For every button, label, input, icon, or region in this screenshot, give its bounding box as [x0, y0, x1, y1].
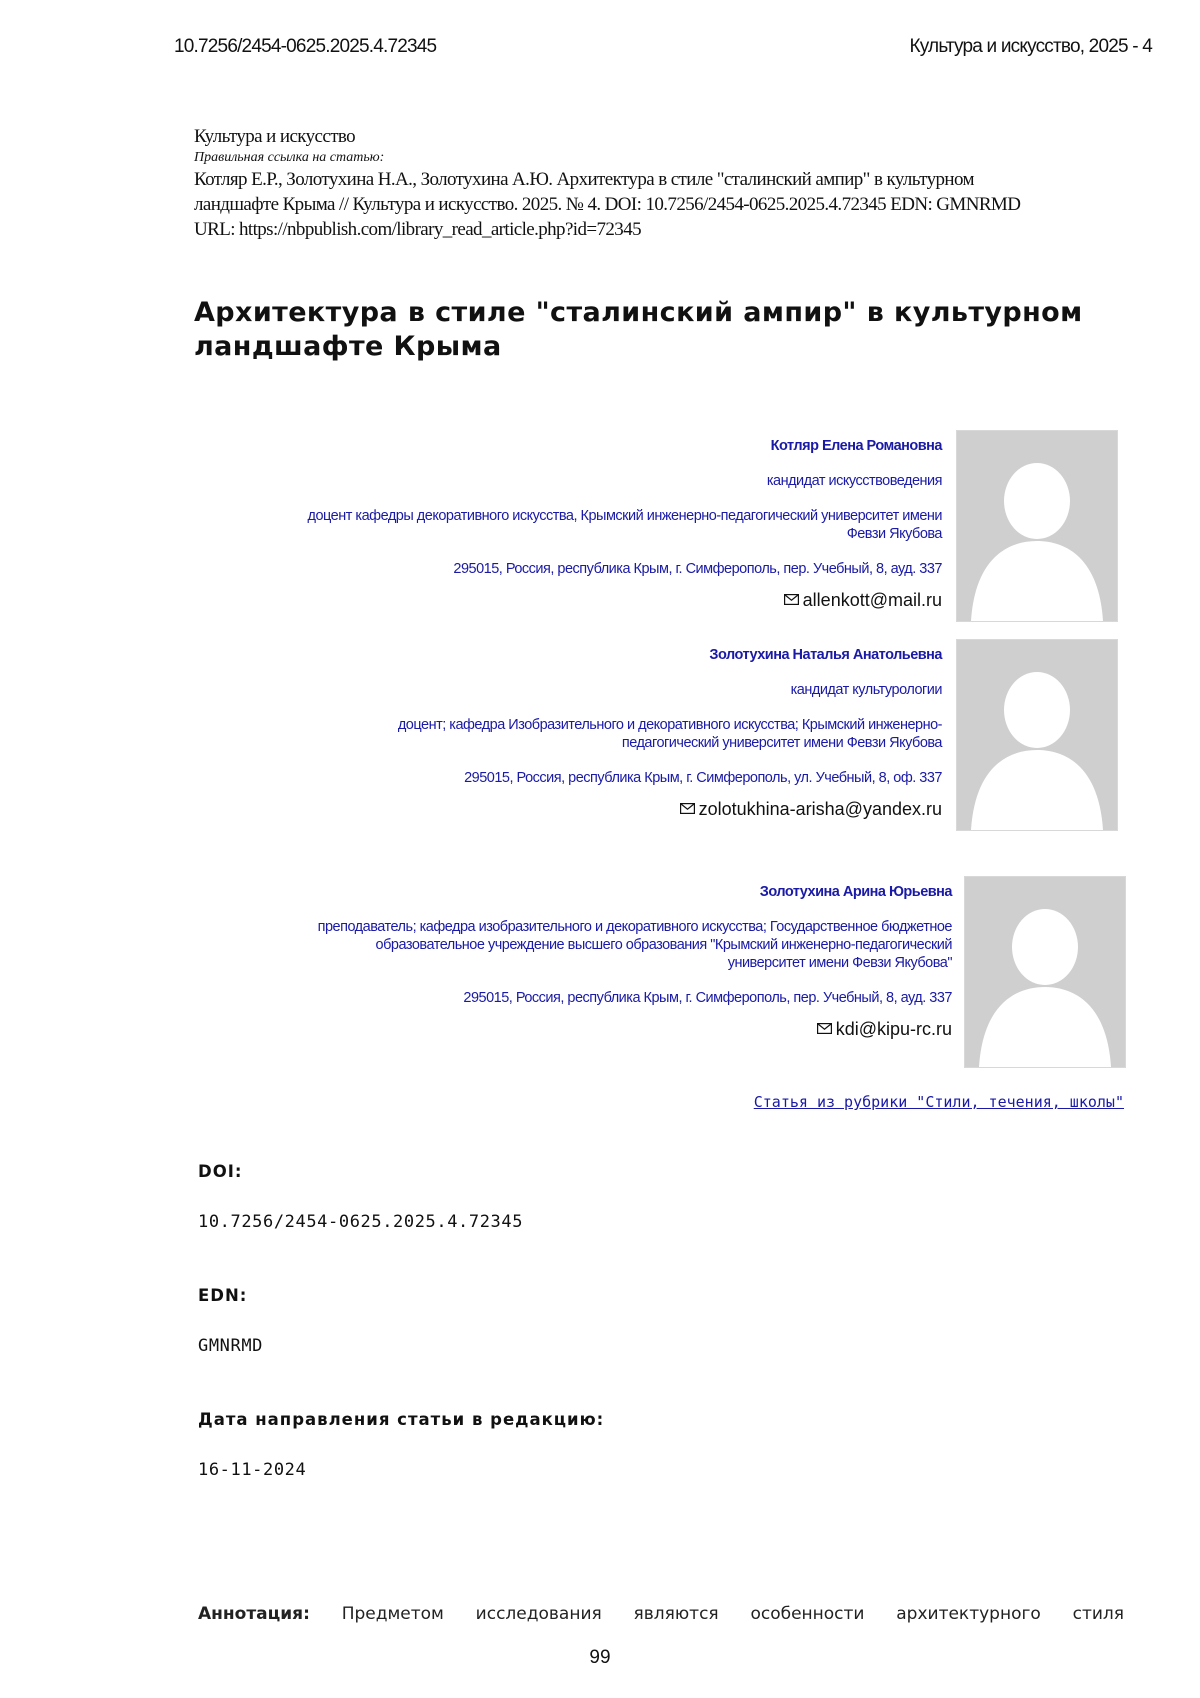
author-3-position-line-3: университет имени Февзи Якубова": [727, 955, 952, 971]
author-3-position-line-2: образовательное учреждение высшего образования "Крымский инженерно-педагогический: [375, 937, 952, 953]
user-silhouette-icon: [965, 877, 1125, 1067]
author-3-email[interactable]: kdi@kipu-rc.ru: [835, 1019, 952, 1039]
header-doi: 10.7256/2454-0625.2025.4.72345: [174, 36, 437, 57]
edn-value: GMNRMD: [198, 1336, 264, 1356]
citation-line-2: ландшафте Крыма // Культура и искусство. 2025. № 4. DOI: 10.7256/2454-0625.2025.4.72345 EDN: GMNRMD: [194, 194, 1021, 215]
author-3-info: [172, 883, 952, 1038]
author-1-position-line-1: доцент кафедры декоративного искусства, Крымский инженерно-педагогический университет имени: [307, 508, 942, 524]
author-2-degree: кандидат культурологии: [790, 682, 942, 698]
date-value: 16-11-2024: [198, 1460, 307, 1480]
annotation: [198, 1604, 1124, 1626]
author-2-email[interactable]: zolotukhina-arisha@yandex.ru: [698, 799, 942, 819]
author-2-position-line-2: педагогический университет имени Февзи Якубова: [621, 735, 942, 751]
user-silhouette-icon: [957, 640, 1117, 830]
header-journal-issue: Культура и искусство, 2025 - 4: [909, 36, 1152, 57]
title-line-2: ландшафте Крыма: [194, 331, 502, 362]
envelope-icon: [784, 594, 799, 605]
author-1-degree: кандидат искусствоведения: [766, 473, 942, 489]
citation-url: URL: https://nbpublish.com/library_read_article.php?id=72345: [194, 219, 641, 240]
citation-line-1: Котляр Е.Р., Золотухина Н.А., Золотухина А.Ю. Архитектура в стиле "сталинский ампир" в культурном: [194, 169, 974, 190]
author-3-avatar: [964, 876, 1126, 1068]
author-1-info: [182, 437, 942, 609]
citation-journal: Культура и искусство: [194, 126, 356, 147]
rubric-link[interactable]: Статья из рубрики "Стили, течения, школы": [753, 1093, 1124, 1111]
citation-label: Правильная ссылка на статью:: [194, 150, 385, 165]
envelope-icon: [680, 803, 695, 814]
author-3-email-row[interactable]: [172, 1020, 952, 1038]
author-2-name: Золотухина Наталья Анатольевна: [709, 647, 942, 663]
author-2-email-row[interactable]: [182, 800, 942, 818]
article-title: [194, 296, 1094, 364]
author-2-info: [182, 646, 942, 818]
user-silhouette-icon: [957, 431, 1117, 621]
page-number: 99: [589, 1647, 611, 1668]
author-2-position-line-1: доцент; кафедра Изобразительного и декоративного искусства; Крымский инженерно-: [397, 717, 942, 733]
author-1-position-line-2: Февзи Якубова: [846, 526, 942, 542]
citation-block: [194, 124, 1124, 242]
author-2-avatar: [956, 639, 1118, 831]
author-1-name: Котляр Елена Романовна: [770, 438, 942, 454]
author-3-position-line-1: преподаватель; кафедра изобразительного и декоративного искусства; Государственное бюджетное: [317, 919, 952, 935]
edn-label: EDN:: [198, 1286, 248, 1305]
doi-value: 10.7256/2454-0625.2025.4.72345: [198, 1212, 524, 1232]
author-1-avatar: [956, 430, 1118, 622]
title-line-1: Архитектура в стиле "сталинский ампир" в культурном: [194, 297, 1083, 328]
author-1-email[interactable]: allenkott@mail.ru: [802, 590, 942, 610]
author-1-email-row[interactable]: [182, 591, 942, 609]
envelope-icon: [817, 1023, 832, 1034]
annotation-text: Предметом исследования являются особенности архитектурного стиля: [341, 1604, 1124, 1624]
author-2-address: 295015, Россия, республика Крым, г. Симферополь, ул. Учебный, 8, оф. 337: [464, 770, 942, 786]
date-label: Дата направления статьи в редакцию:: [198, 1410, 605, 1429]
author-1-address: 295015, Россия, республика Крым, г. Симферополь, пер. Учебный, 8, ауд. 337: [453, 561, 942, 577]
author-3-address: 295015, Россия, республика Крым, г. Симферополь, пер. Учебный, 8, ауд. 337: [463, 990, 952, 1006]
author-3-name: Золотухина Арина Юрьевна: [759, 884, 952, 900]
annotation-label: Аннотация:: [198, 1604, 310, 1624]
doi-label: DOI:: [198, 1162, 243, 1181]
